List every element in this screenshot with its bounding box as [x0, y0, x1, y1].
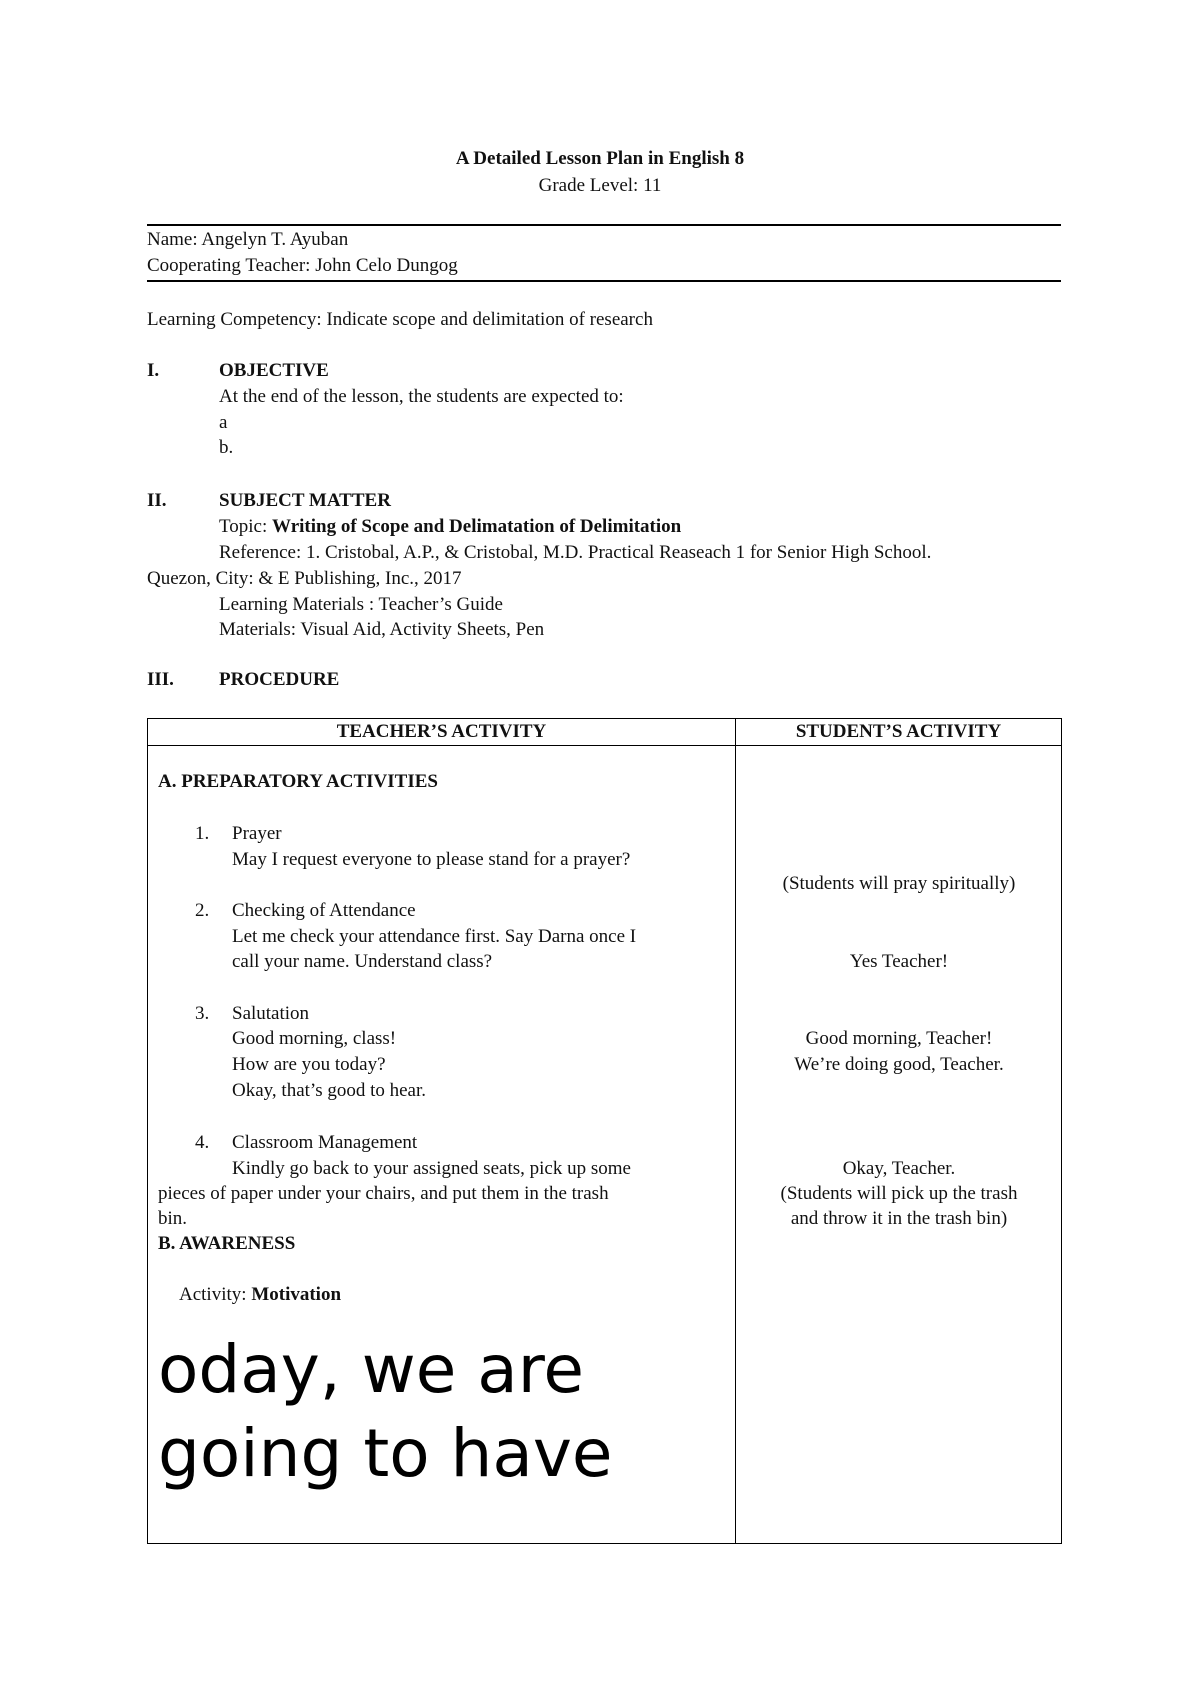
activity-label: Activity:: [179, 1284, 252, 1305]
big-text-line-1: oday, we are: [158, 1331, 585, 1408]
activity-value: Motivation: [251, 1284, 342, 1305]
materials: Materials: Visual Aid, Activity Sheets, Pen: [219, 619, 545, 640]
activity-line: [179, 1284, 341, 1306]
section-b-heading: B. AWARENESS: [158, 1233, 296, 1254]
item-3-line-2: How are you today?: [232, 1054, 386, 1075]
objective-heading: OBJECTIVE: [219, 360, 329, 381]
student-management-1: Okay, Teacher.: [842, 1158, 956, 1179]
item-2-number: 2.: [195, 900, 210, 921]
teacher-activity-header: TEACHER’S ACTIVITY: [148, 719, 736, 746]
objective-item-a: a: [219, 412, 228, 433]
learning-materials: Learning Materials : Teacher’s Guide: [219, 594, 503, 615]
item-1-line: May I request everyone to please stand for a prayer?: [232, 849, 631, 870]
student-activity-header: STUDENT’S ACTIVITY: [736, 719, 1062, 746]
item-4-title: Classroom Management: [232, 1132, 418, 1153]
item-3-number: 3.: [195, 1003, 210, 1024]
section-a-heading: A. PREPARATORY ACTIVITIES: [158, 771, 438, 792]
learning-competency: Learning Competency: Indicate scope and delimitation of research: [147, 309, 653, 330]
procedure-table: [147, 718, 1062, 1544]
student-salutation-1: Good morning, Teacher!: [805, 1028, 993, 1049]
reference-line-1: Reference: 1. Cristobal, A.P., & Cristobal, M.D. Practical Reaseach 1 for Senior High School.: [219, 542, 932, 563]
item-1-number: 1.: [195, 823, 210, 844]
student-attendance: Yes Teacher!: [849, 951, 949, 972]
big-text-line-2: going to have: [158, 1415, 613, 1492]
student-management-2: (Students will pick up the trash: [780, 1183, 1018, 1204]
item-4-number: 4.: [195, 1132, 210, 1153]
objective-item-b: b.: [219, 437, 234, 458]
bottom-divider: [147, 280, 1061, 282]
topic-line: [219, 516, 681, 538]
student-management-3: and throw it in the trash bin): [790, 1208, 1008, 1229]
subject-matter-heading: SUBJECT MATTER: [219, 490, 391, 511]
item-3-title: Salutation: [232, 1003, 310, 1024]
item-2-line-2: call your name. Understand class?: [232, 951, 493, 972]
teacher-activity-cell: [148, 746, 736, 1544]
procedure-heading: PROCEDURE: [219, 669, 340, 690]
item-2-line-1: Let me check your attendance first. Say Darna once I: [232, 926, 637, 947]
item-3-line-1: Good morning, class!: [232, 1028, 397, 1049]
procedure-number: III.: [147, 669, 174, 690]
reference-line-2: Quezon, City: & E Publishing, Inc., 2017: [147, 568, 462, 589]
grade-level: Grade Level: 11: [538, 175, 662, 196]
document-title: A Detailed Lesson Plan in English 8: [455, 148, 745, 169]
student-activity-cell: [736, 746, 1062, 1544]
cooperating-teacher: Cooperating Teacher: John Celo Dungog: [147, 255, 458, 276]
item-4-line-3: bin.: [158, 1208, 188, 1229]
teacher-name: Name: Angelyn T. Ayuban: [147, 229, 349, 250]
item-4-line-2: pieces of paper under your chairs, and put them in the trash: [158, 1183, 609, 1204]
item-3-line-3: Okay, that’s good to hear.: [232, 1080, 427, 1101]
topic-label: Topic:: [219, 516, 273, 537]
item-2-title: Checking of Attendance: [232, 900, 416, 921]
objective-intro: At the end of the lesson, the students are expected to:: [219, 386, 624, 407]
student-salutation-2: We’re doing good, Teacher.: [794, 1054, 1004, 1075]
subject-matter-number: II.: [147, 490, 167, 511]
topic-value: Writing of Scope and Delimatation of Delimitation: [272, 516, 682, 537]
top-divider: [147, 224, 1061, 226]
objective-number: I.: [147, 360, 160, 381]
item-4-line-1: Kindly go back to your assigned seats, pick up some: [232, 1158, 631, 1179]
student-prayer: (Students will pray spiritually): [782, 873, 1016, 894]
item-1-title: Prayer: [232, 823, 282, 844]
